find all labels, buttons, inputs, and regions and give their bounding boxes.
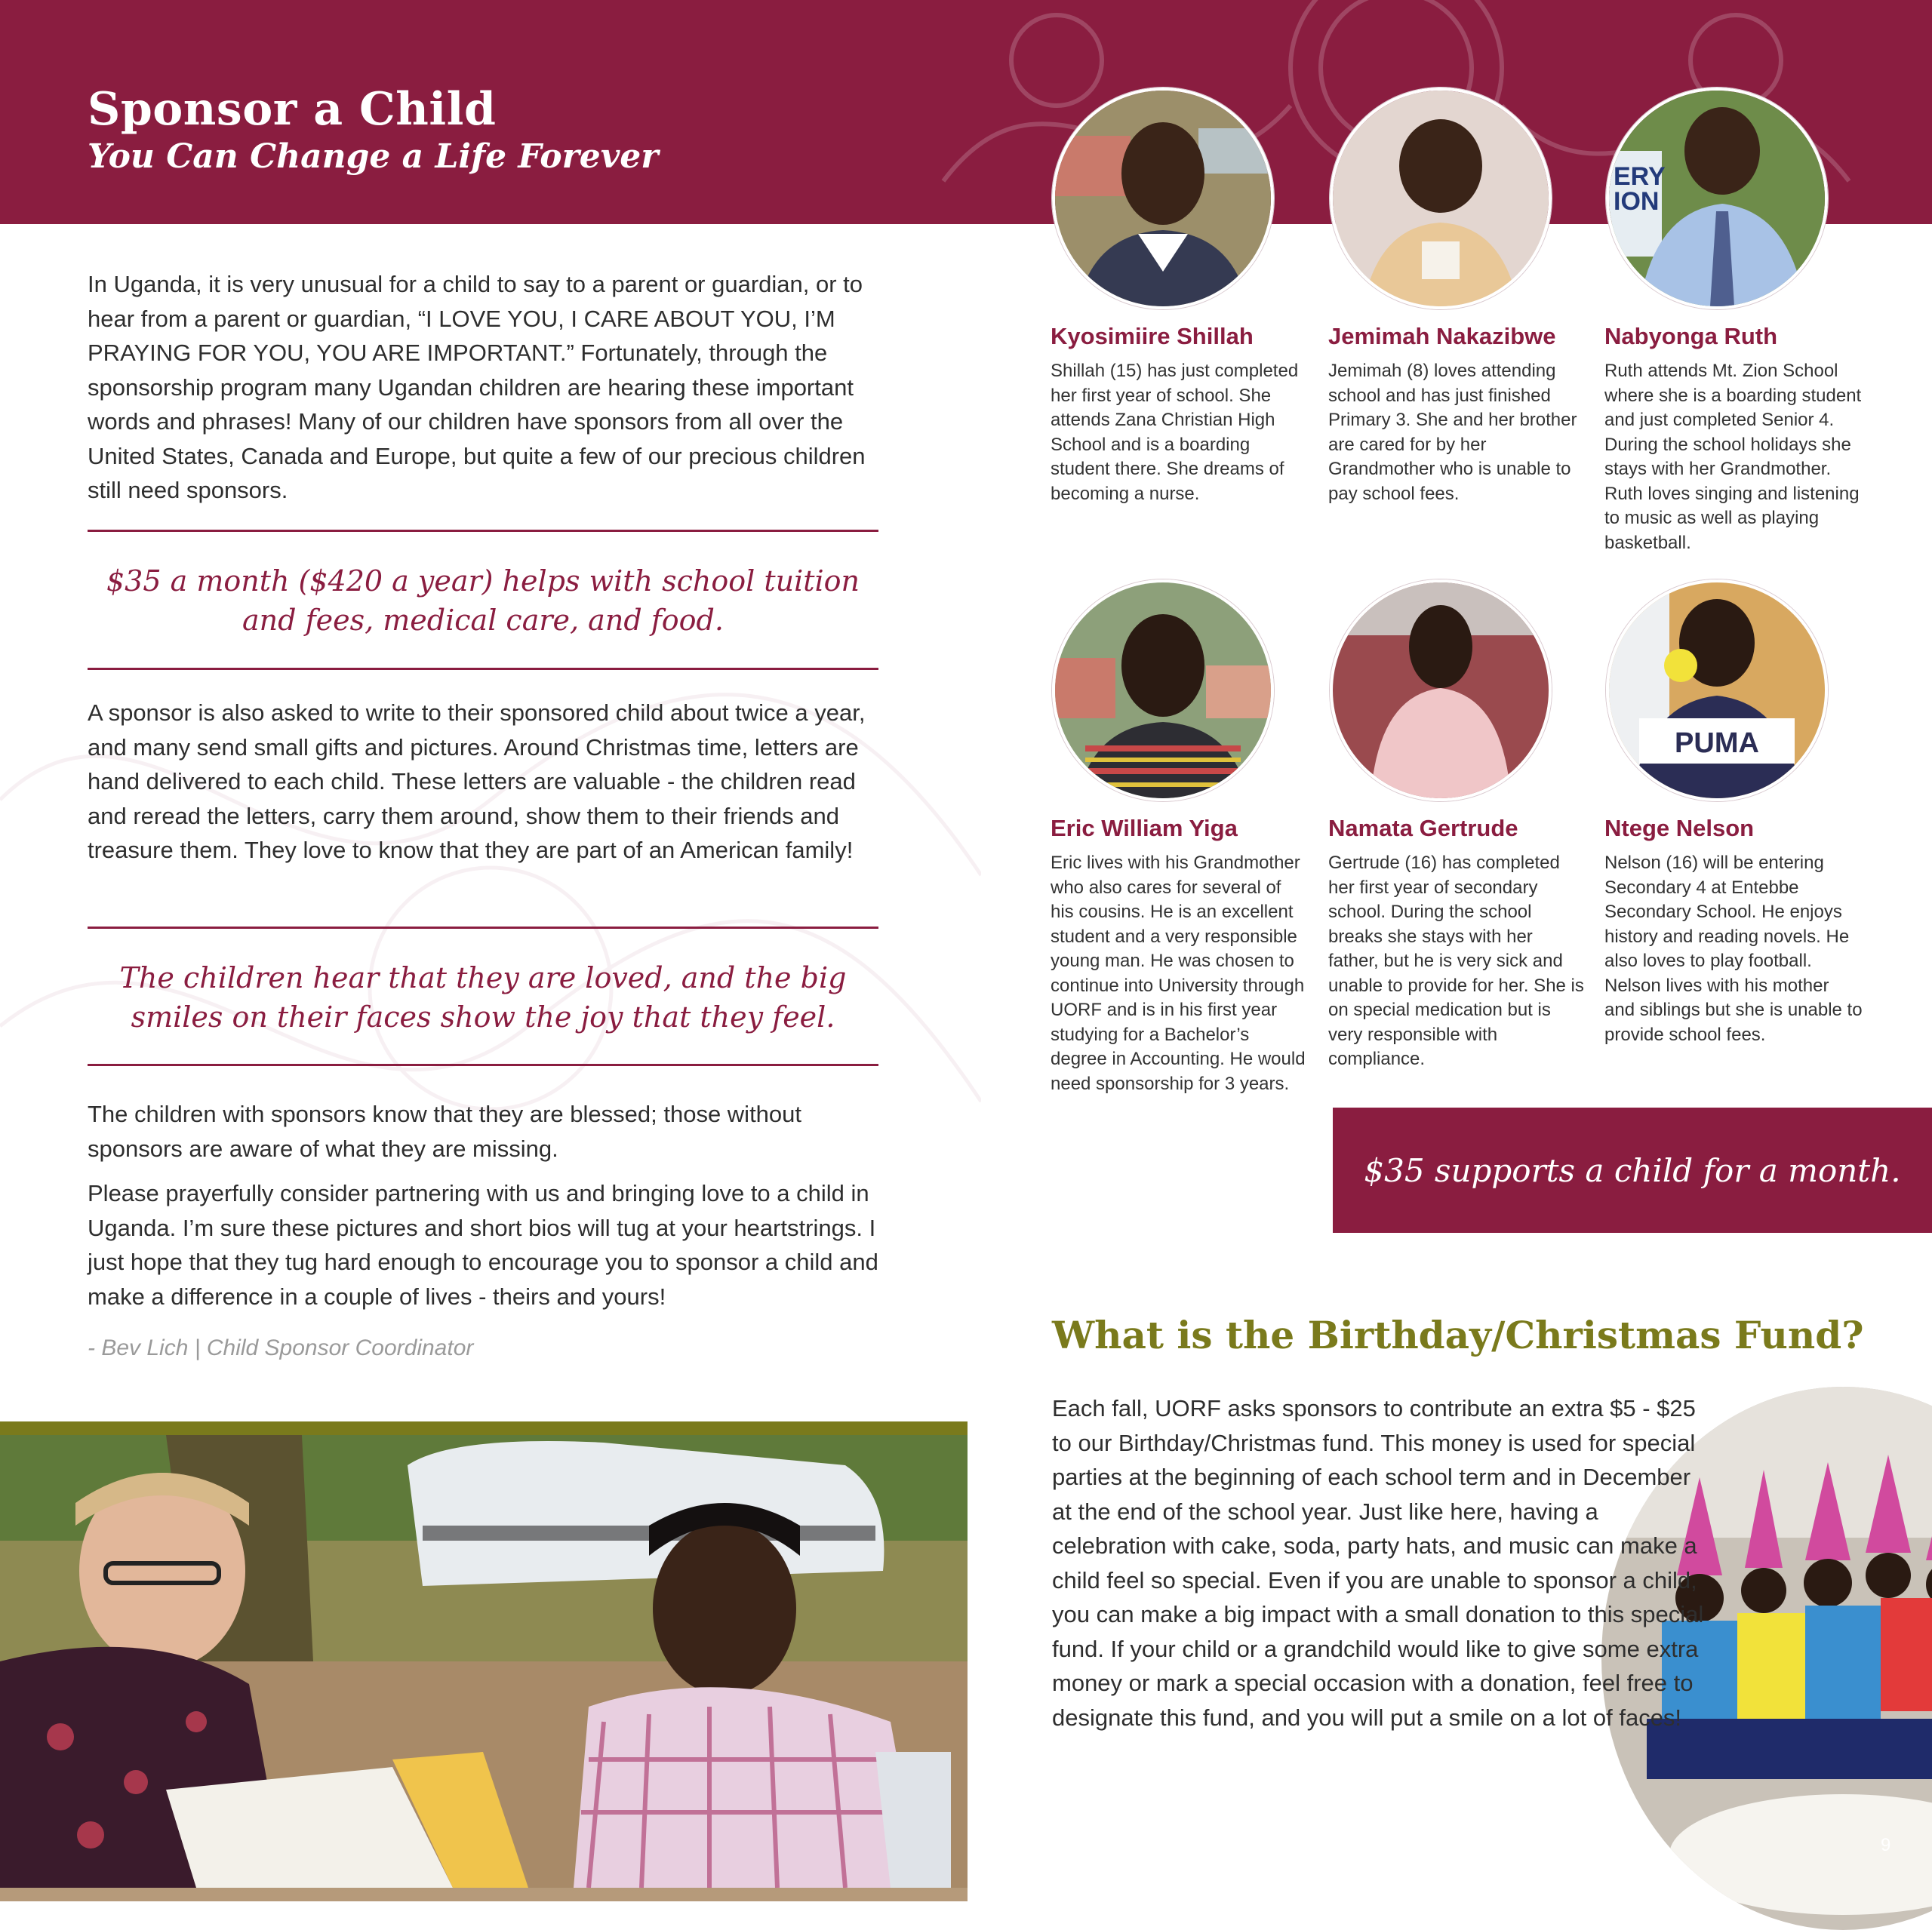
child-card — [1052, 88, 1309, 506]
pullquote-joy: The children hear that they are loved, and the big smiles on their faces show the joy that they feel. — [119, 961, 847, 1034]
sign-text-top: ERY — [1614, 162, 1666, 191]
child-bio: Nelson (16) will be entering Secondary 4 at Entebbe Secondary School. He enjoys history and reading novels. He also loves to play football. Nelson lives with his mother and siblings but she is unable to provide school fees. — [1604, 853, 1863, 1045]
fund-description: Each fall, UORF asks sponsors to contribute an extra $5 - $25 to our Birthday/Christmas fund. This money is used for special parties at the beginning of each school term and in December at the end of the school year. Just like here, having a celebration with cake, soda, party hats, and music can make a child feel so special. Even if you are unable to sponsor a child, you can make a big impact with a small donation to this special fund. If your child or a grandchild would like to give some extra money or mark a special occasion with a donation, feel free to designate this fund, and you will put a smile on a lot of faces! — [1052, 1395, 1704, 1731]
child-bio: Gertrude (16) has completed her first year of secondary school. During the school breaks she stays with her father, but he is very sick and unable to provide for her. She is on special medication but is very responsible with compliance. — [1328, 853, 1584, 1069]
page-title: Sponsor a Child — [88, 83, 497, 136]
divider — [88, 530, 878, 532]
shirt-logo-text: PUMA — [1675, 727, 1759, 759]
intro-paragraph-3: The children with sponsors know that they are blessed; those without sponsors are aware of what they are missing. — [88, 1101, 802, 1162]
child-card — [1330, 88, 1586, 506]
child-name: Eric William Yiga — [1051, 815, 1238, 841]
intro-paragraph-1-block — [88, 267, 878, 508]
page-number: 9 — [1881, 1835, 1891, 1855]
cta-text: $35 supports a child for a month. — [1364, 1151, 1901, 1189]
divider — [88, 668, 878, 670]
signature: - Bev Lich | Child Sponsor Coordinator — [88, 1335, 474, 1360]
cta-banner — [1333, 1108, 1932, 1233]
child-portrait — [1609, 91, 1825, 306]
child-card — [1606, 579, 1863, 1047]
sign-text-bottom: ION — [1614, 187, 1660, 216]
child-card — [1606, 88, 1863, 555]
child-bio: Ruth attends Mt. Zion School where she is a boarding student and just completed Senior 4. During the school holidays she stays with her Grandmother. Ruth loves singing and listening to music as well as playing basketball. — [1604, 361, 1862, 553]
child-portrait — [1055, 582, 1271, 798]
child-photo — [1052, 579, 1274, 801]
child-name: Nabyonga Ruth — [1604, 323, 1778, 349]
page-subtitle: You Can Change a Life Forever — [88, 137, 659, 176]
child-bio: Jemimah (8) loves attending school and has just finished Primary 3. She and her brother are cared for by her Grandmother who is unable to pay school fees. — [1328, 361, 1577, 504]
fund-heading: What is the Birthday/Christmas Fund? — [1052, 1313, 1864, 1357]
child-bio: Eric lives with his Grandmother who also cares for several of his cousins. He is an excellent student and a very responsible young man. He was chosen to continue into University through UORF and is in his first year studying for a Bachelor’s degree in Accounting. He would need sponsorship for 3 years. — [1051, 853, 1306, 1094]
child-name: Kyosimiire Shillah — [1051, 323, 1254, 349]
child-card — [1330, 579, 1586, 1072]
photo-illustration — [0, 1435, 968, 1888]
child-photo — [1606, 579, 1828, 801]
child-name: Namata Gertrude — [1328, 815, 1518, 841]
child-photo — [1330, 579, 1552, 801]
child-portrait — [1333, 91, 1549, 306]
intro-paragraph-2: A sponsor is also asked to write to their sponsored child about twice a year, and many send small gifts and pictures. Around Christmas time, letters are hand delivered to each child. These letters are valuable - the children read and reread the letters, carry them around, show them to their friends and treasure them. They love to know that they are part of an American family! — [88, 699, 866, 863]
child-name: Jemimah Nakazibwe — [1328, 323, 1556, 349]
intro-paragraph-2-block — [88, 696, 878, 868]
divider — [88, 1064, 878, 1066]
intro-paragraph-4: Please prayerfully consider partnering with us and bringing love to a child in Uganda. I’m sure these pictures and short bios will tug at your heartstrings. I just hope that they tug hard enough to encourage you to sponsor a child and make a difference in a couple of lives - theirs and yours! — [88, 1180, 878, 1310]
child-bio: Shillah (15) has just completed her first year of school. She attends Zana Christian High School and is a boarding student there. She dreams of becoming a nurse. — [1051, 361, 1299, 504]
child-photo — [1606, 88, 1828, 309]
child-portrait — [1333, 582, 1549, 798]
sponsor-meeting-photo — [0, 1421, 968, 1901]
pullquote-cost: $35 a month ($420 a year) helps with school tuition and fees, medical care, and food. — [106, 564, 860, 637]
divider — [88, 927, 878, 929]
child-portrait — [1055, 91, 1271, 306]
intro-paragraph-3-block — [88, 1097, 878, 1314]
child-photo — [1330, 88, 1552, 309]
child-portrait — [1609, 582, 1825, 798]
child-name: Ntege Nelson — [1604, 815, 1755, 841]
intro-paragraph-1: In Uganda, it is very unusual for a child to say to a parent or guardian, or to hear from a parent or guardian, “I LOVE YOU, I CARE ABOUT YOU, I’M PRAYING FOR YOU, YOU ARE IMPORTANT.” Fortunately, through the sponsorship program many Ugandan children are hearing these important words and phrases! Many of our children have sponsors from all over the United States, Canada and Europe, but quite a few of our precious children still need sponsors. — [88, 271, 866, 503]
child-card — [1052, 579, 1309, 1096]
child-photo — [1052, 88, 1274, 309]
